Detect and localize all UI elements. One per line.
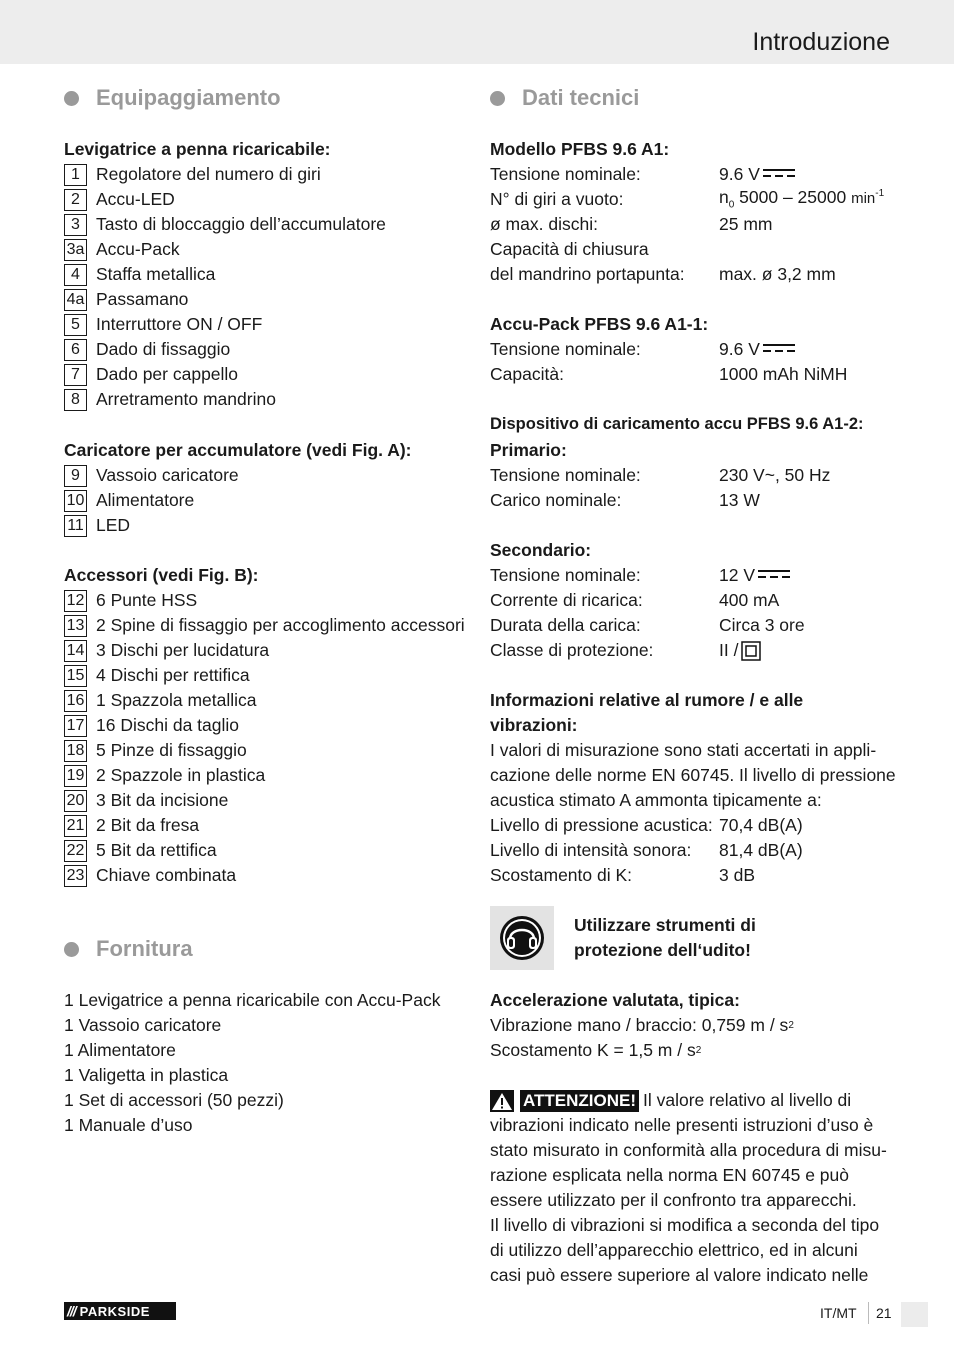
- heading-equipaggiamento: Equipaggiamento: [64, 85, 281, 111]
- item-number: 8: [64, 389, 87, 411]
- dc-symbol-icon: [763, 343, 795, 353]
- item-number: 23: [64, 865, 87, 887]
- model-specs: [490, 162, 884, 287]
- item-label: 16 Dischi da taglio: [96, 715, 239, 735]
- text-line: casi può essere superiore al valore indicato nelle: [490, 1265, 869, 1285]
- list-item: [64, 237, 386, 262]
- footer-divider: [868, 1302, 869, 1324]
- item-label: 2 Spine di fissaggio per accoglimento accessori: [96, 615, 465, 635]
- item-label: Tasto di bloccaggio dell’accumulatore: [96, 214, 386, 234]
- text-line: Il livello di vibrazioni si modifica a seconda del tipo: [490, 1215, 880, 1235]
- spec-row: Tensione nominale: 9.6 V: [490, 162, 884, 187]
- bullet-dot-icon: [490, 91, 505, 106]
- supply-list: [64, 988, 440, 1138]
- charger-title: Caricatore per accumulatore (vedi Fig. A):: [64, 440, 412, 460]
- item-label: Regolatore del numero di giri: [96, 164, 321, 184]
- list-item: [64, 488, 239, 513]
- text-line: essere utilizzato per il confronto tra apparecchi.: [490, 1190, 857, 1210]
- item-label: 5 Pinze di fissaggio: [96, 740, 247, 760]
- list-item: [64, 262, 386, 287]
- item-number: 3: [64, 214, 87, 236]
- item-label: Vassoio caricatore: [96, 465, 239, 485]
- list-item: [64, 312, 386, 337]
- item-label: 2 Spazzole in plastica: [96, 765, 266, 785]
- spec-row: Capacità di chiusura: [490, 239, 649, 259]
- ear-protection-box: [490, 906, 554, 970]
- item-number: 12: [64, 590, 87, 612]
- list-item: [64, 513, 239, 538]
- item-label: 5 Bit da rettifica: [96, 840, 217, 860]
- item-number: 14: [64, 640, 87, 662]
- bullet-dot-icon: [64, 91, 79, 106]
- spec-row: Durata della carica: Circa 3 ore: [490, 615, 805, 635]
- item-label: Alimentatore: [96, 490, 195, 510]
- list-item: [64, 638, 465, 663]
- item-label: Accu-Pack: [96, 239, 180, 259]
- list-item: [64, 287, 386, 312]
- list-item: [64, 212, 386, 237]
- list-item: [64, 463, 239, 488]
- text-line: 1 Vassoio caricatore: [64, 1015, 222, 1035]
- item-label: 3 Bit da incisione: [96, 790, 229, 810]
- text-line: di utilizzo dell’apparecchio elettrico, ed in alcuni: [490, 1240, 858, 1260]
- text-line: I valori di misurazione sono stati accertati in appli-: [490, 740, 877, 760]
- spec-row: Tensione nominale: 9.6 V: [490, 337, 847, 362]
- item-number: 4a: [64, 289, 87, 311]
- item-label: 1 Spazzola metallica: [96, 690, 257, 710]
- spec-row: del mandrino portapunta: max. ø 3,2 mm: [490, 264, 836, 284]
- page-header: [0, 0, 954, 64]
- page-number: 21: [876, 1305, 892, 1321]
- warning-block: ATTENZIONE! Il valore relativo al livello di: [490, 1088, 851, 1113]
- list-item: [64, 187, 386, 212]
- pack-specs: [490, 337, 847, 387]
- list-item: [64, 713, 465, 738]
- text-line: acustica stimato A ammonta tipicamente a:: [490, 790, 822, 810]
- spec-row: Tensione nominale: 12 V: [490, 563, 805, 588]
- text-line: cazione delle norme EN 60745. Il livello di pressione: [490, 765, 896, 785]
- item-label: Dado per cappello: [96, 364, 239, 384]
- accel-values: Vibrazione mano / braccio: 0,759 m / s 2 Scostamento K = 1,5 m / s 2: [490, 1015, 794, 1060]
- double-insulation-icon: [741, 641, 761, 661]
- item-number: 1: [64, 164, 87, 186]
- item-label: Accu-LED: [96, 189, 175, 209]
- dc-symbol-icon: [758, 569, 790, 579]
- list-item: [64, 813, 465, 838]
- charger-device-title: Dispositivo di caricamento accu PFBS 9.6 A1-2:: [490, 415, 864, 433]
- item-number: 16: [64, 690, 87, 712]
- spec-row: Scostamento di K: 3 dB: [490, 865, 755, 885]
- item-label: 4 Dischi per rettifica: [96, 665, 250, 685]
- heading-fornitura: Fornitura: [64, 936, 193, 962]
- noise-title: Informazioni relative al rumore / e alle vibrazioni:: [490, 690, 804, 735]
- footer-language: IT/MT: [820, 1305, 857, 1321]
- item-number: 22: [64, 840, 87, 862]
- list-item: [64, 337, 386, 362]
- tool-title: Levigatrice a penna ricaricabile:: [64, 139, 331, 159]
- noise-specs: [490, 813, 803, 888]
- warning-text: [490, 1113, 887, 1288]
- item-number: 9: [64, 465, 87, 487]
- item-label: Staffa metallica: [96, 264, 216, 284]
- text-line: razione esplicata nella norma EN 60745 e può: [490, 1165, 849, 1185]
- item-number: 13: [64, 615, 87, 637]
- accessories-list: [64, 588, 465, 888]
- tool-parts-list: [64, 162, 386, 412]
- bullet-dot-icon: [64, 942, 79, 957]
- ear-protection-icon: [499, 915, 545, 961]
- item-number: 5: [64, 314, 87, 336]
- spec-row: Tensione nominale: 230 V~, 50 Hz: [490, 465, 831, 485]
- spec-row: Classe di protezione: II /: [490, 638, 805, 663]
- noise-text: [490, 738, 896, 813]
- spec-row: ø max. dischi: 25 mm: [490, 214, 773, 234]
- text-line: vibrazioni indicato nelle presenti istruzioni d’uso è: [490, 1115, 874, 1135]
- warning-triangle-icon: [490, 1090, 514, 1112]
- item-label: Passamano: [96, 289, 189, 309]
- item-number: 20: [64, 790, 87, 812]
- list-item: [64, 738, 465, 763]
- item-number: 11: [64, 515, 87, 537]
- primary-title: Primario:: [490, 440, 567, 460]
- item-number: 7: [64, 364, 87, 386]
- list-item: [64, 613, 465, 638]
- primary-specs: [490, 463, 830, 513]
- text-line: 1 Set di accessori (50 pezzi): [64, 1090, 284, 1110]
- spec-row: N° di giri a vuoto: $n_0$ 5000 – 25000 $\min^{-1}$: [490, 187, 885, 211]
- model-title: Modello PFBS 9.6 A1:: [490, 139, 670, 159]
- item-number: 15: [64, 665, 87, 687]
- ear-protection-text: Utilizzare strumenti di protezione dell‘udito!: [574, 915, 756, 960]
- text-line: 1 Levigatrice a penna ricaricabile con Accu-Pack: [64, 990, 441, 1010]
- spec-row: Livello di pressione acustica: 70,4 dB(A): [490, 815, 803, 835]
- item-number: 21: [64, 815, 87, 837]
- dc-symbol-icon: [763, 168, 795, 178]
- item-label: Dado di fissaggio: [96, 339, 231, 359]
- page-title: Introduzione: [752, 28, 890, 56]
- spec-row: Capacità: 1000 mAh NiMH: [490, 364, 848, 384]
- warning-label: ATTENZIONE!: [520, 1090, 639, 1112]
- list-item: [64, 788, 465, 813]
- list-item: [64, 763, 465, 788]
- charger-parts-list: [64, 463, 239, 538]
- list-item: [64, 838, 465, 863]
- item-label: Arretramento mandrino: [96, 389, 276, 409]
- text-line: stato misurato in conformità alla procedura di misu-: [490, 1140, 887, 1160]
- secondary-title: Secondario:: [490, 540, 592, 560]
- list-item: [64, 663, 465, 688]
- item-number: 18: [64, 740, 87, 762]
- list-item: [64, 362, 386, 387]
- parkside-logo: /// PARKSIDE: [64, 1302, 176, 1320]
- item-number: 6: [64, 339, 87, 361]
- spec-row: Livello di intensità sonora: 81,4 dB(A): [490, 840, 803, 860]
- item-label: 3 Dischi per lucidatura: [96, 640, 270, 660]
- item-number: 19: [64, 765, 87, 787]
- list-item: [64, 162, 386, 187]
- list-item: [64, 387, 386, 412]
- item-label: Chiave combinata: [96, 865, 237, 885]
- heading-dati-tecnici: Dati tecnici: [490, 85, 639, 111]
- spec-row: Corrente di ricarica: 400 mA: [490, 590, 780, 610]
- list-item: [64, 863, 465, 888]
- item-label: LED: [96, 515, 131, 535]
- item-number: 3a: [64, 239, 87, 261]
- text-line: 1 Valigetta in plastica: [64, 1065, 229, 1085]
- accel-title: Accelerazione valutata, tipica:: [490, 990, 740, 1010]
- item-label: 6 Punte HSS: [96, 590, 198, 610]
- item-number: 4: [64, 264, 87, 286]
- list-item: [64, 688, 465, 713]
- secondary-specs: [490, 563, 805, 663]
- footer-tab: [901, 1302, 928, 1327]
- item-number: 10: [64, 490, 87, 512]
- text-line: 1 Alimentatore: [64, 1040, 176, 1060]
- item-number: 2: [64, 189, 87, 211]
- text-line: 1 Manuale d’uso: [64, 1115, 193, 1135]
- list-item: [64, 588, 465, 613]
- accessories-title: Accessori (vedi Fig. B):: [64, 565, 259, 585]
- item-number: 17: [64, 715, 87, 737]
- spec-row: Carico nominale: 13 W: [490, 490, 760, 510]
- pack-title: Accu-Pack PFBS 9.6 A1-1:: [490, 314, 709, 334]
- item-label: Interruttore ON / OFF: [96, 314, 263, 334]
- item-label: 2 Bit da fresa: [96, 815, 200, 835]
